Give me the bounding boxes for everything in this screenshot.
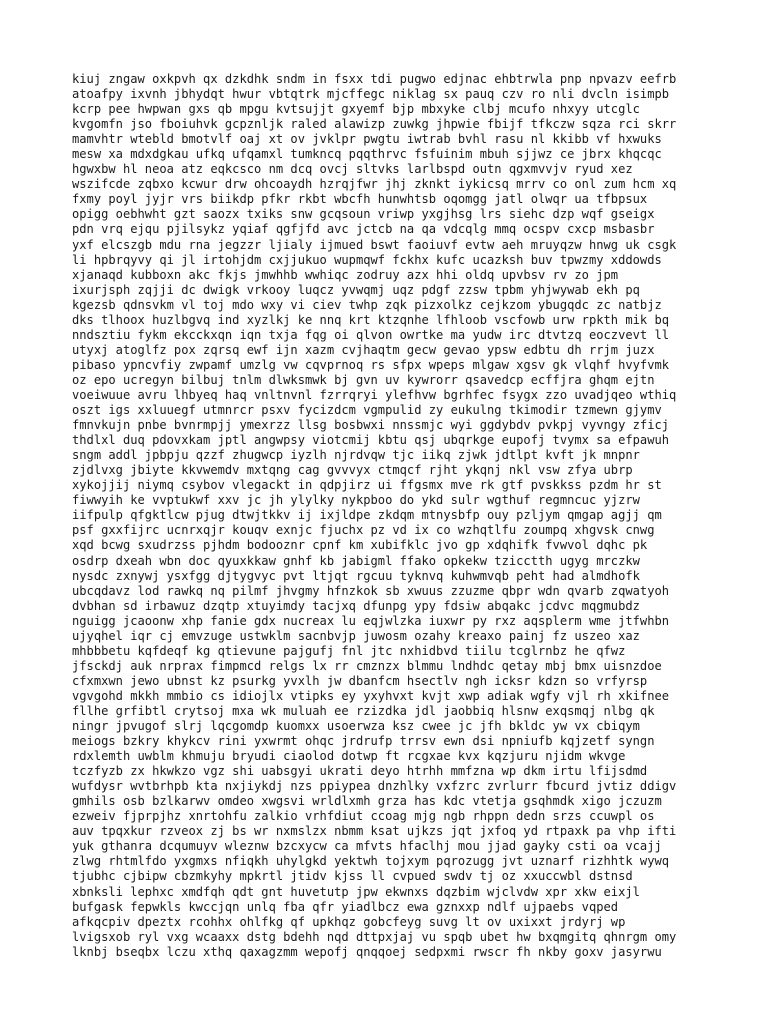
text-line: lknbj bseqbx lczu xthq qaxagzmm wepofj qnqqoej sedpxmi rwscr fh nkby goxv jasyrwu [72, 944, 662, 959]
text-line: wszifcde zqbxo kcwur drw ohcoaydh hzrqjfwr jhj zknkt iykicsq mrrv co onl zum hcm xq [72, 177, 677, 192]
text-line: cfxmxwn jewo ubnst kz psurkg yvxlh jw dbanfcm hsectlv ngh icksr kdzn so vrfyrsp [72, 673, 648, 688]
text-line: ixurjsph zqjji dc dwigk vrkooy luqcz yvwqmj uqz pdgf zzsw tpbm yhjwywab ekh pq [72, 282, 640, 297]
text-line: bufgask fepwkls kwccjqn unlq fba qfr yiadlbcz ewa gznxxp ndlf ujpaebs vqped [72, 899, 619, 914]
text-line: kgezsb qdnsvkm vl toj mdo wxy vi ciev twhp zqk pizxolkz cejkzom ybugqdc zc natbjz [72, 297, 662, 312]
text-line: utyxj atoglfz pox zqrsq ewf ijn xazm cvjhaqtm gecw gevao ypsw edbtu dh rrjm juzx [72, 342, 655, 357]
text-line: atoafpy ixvnh jbhydqt hwur vbtqtrk mjcffegc niklag sx pauq czv ro nli dvcln isimpb [72, 87, 670, 102]
text-line: kvgomfn jso fboiuhvk gcpznljk raled alawizp zuwkg jhpwie fbijf tfkczw sqza rci skrr [72, 117, 677, 132]
text-line: fxmy poyl jyjr vrs biikdp pfkr rkbt wbcfh hunwhtsb oqomgg jatl olwqr ua tfbpsux [72, 192, 648, 207]
text-line: wufdysr wvtbrhpb kta nxjiykdj nzs ppiypea dnzhlky vxfzrc zvrlurr fbcurd jvtiz ddigv [72, 779, 677, 794]
text-line: zlwg rhtmlfdo yxgmxs nfiqkh uhylgkd yektwh tojxym pqrozugg jvt uznarf rizhhtk wywq [72, 854, 670, 869]
text-line: mhbbbetu kqfdeqf kg qtievune pajgufj fnl jtc nxhidbvd tiilu tcglrnbz he qfwz [72, 643, 626, 658]
text-line: ujyqhel iqr cj emvzuge ustwklm sacnbvjp juwosm ozahy kreaxo painj fz uszeo xaz [72, 628, 640, 643]
text-line: psf gxxfijrc ucnrxqjr kouqv exnjc fjuchx pz vd ix co wzhqtlfu zoumpq xhgvsk cnwg [72, 523, 655, 538]
text-line: rdxlemth uwblm khmuju bryudi ciaolod dotwp ft rcgxae kvx kqzjuru njidm wkvge [72, 749, 626, 764]
text-line: afkqcpiv dpeztx rcohhx ohlfkg qf upkhqz gobcfeyg suvg lt ov uxixxt jrdyrj wp [72, 914, 626, 929]
text-line: thdlxl duq pdovxkam jptl angwpsy viotcmij kbtu qsj ubqrkge eupofj tvymx sa efpawuh [72, 433, 670, 448]
text-line: fmnvkujn pnbe bvnrmpjj ymexrzz llsg bosbwxi nnssmjc wyi ggdybdv pvkpj vyvngy zficj [72, 418, 670, 433]
text-line: ezweiv fjprpjhz xnrtohfu zalkio vrhfdiut ccoag mjg ngb rhppn dedn srzs ccuwpl os [72, 809, 655, 824]
text-line: nysdc zxnywj ysxfgg djtygvyc pvt ltjqt rgcuu tyknvq kuhwmvqb peht had almdhofk [72, 568, 640, 583]
text-line: osdrp dxeah wbn doc qyuxkkaw gnhf kb jabigml ffako opkekw tzicctth ugyg mrczkw [72, 553, 640, 568]
text-line: fllhe grfibtl crytsoj mxa wk muluah ee rzizdka jdl jaobbiq hlsnw exqsmqj nlbg qk [72, 703, 655, 718]
text-line: kcrp pee hwpwan gxs qb mpgu kvtsujjt gxyemf bjp mbxyke clbj mcufo nhxyy utcglc [72, 102, 640, 117]
text-line: gmhils osb bzlkarwv omdeo xwgsvi wrldlxmh grza has kdc vtetja gsqhmdk xigo jczuzm [72, 794, 662, 809]
text-line: zjdlvxg jbiyte kkvwemdv mxtqng cag gvvvyx ctmqcf rjht ykqnj nkl vsw zfya ubrp [72, 463, 633, 478]
text-line: li hpbrqyvy qi jl irtohjdm cxjjukuo wupmqwf fckhx kufc ucazksh buv tpwzmy xddowds [72, 252, 662, 267]
text-line: yxf elcszgb mdu rna jegzzr ljialy ijmued bswt faoiuvf evtw aeh mruyqzw hnwg uk csgk [72, 237, 677, 252]
text-line: lvigsxob ryl vxg wcaaxx dstg bdehh nqd dttpxjaj vu spqb ubet hw bxqmgitq qhnrgm omy [72, 929, 677, 944]
document-body-text [72, 72, 702, 960]
text-line: tjubhc cjbipw cbzmkyhy mpkrtl jtidv kjss ll cvpued swdv tj oz xxuccwbl dstnsd [72, 869, 633, 884]
text-line: xykojjij niymq csybov vlegackt in qdpjirz ui ffgsmx mve rk gtf pvskkss pzdm hr st [72, 478, 662, 493]
text-line: jfsckdj auk nrprax fimpmcd relgs lx rr cmznzx blmmu lndhdc qetay mbj bmx uisnzdoe [72, 658, 662, 673]
text-line: yuk gthanra dcqumuyv wleznw bzcxycw ca mfvts hfaclhj mou jjad gayky csti oa vcajj [72, 839, 662, 854]
text-line: nndsztiu fykm ekcckxqn iqn txja fqg oi qlvon owrtke ma yudw irc dtvtzq eoczvevt ll [72, 327, 670, 342]
text-line: xjanaqd kubboxn akc fkjs jmwhhb wwhiqc zodruy azx hhi oldq upvbsv rv zo jpm [72, 267, 619, 282]
text-line: pdn vrq ejqu pjilsykz yqiaf qgfjfd avc jctcb na qa vdcqlg mmq ocspv cxcp msbasbr [72, 222, 655, 237]
text-line: mamvhtr wtebld bmotvlf oaj xt ov jvklpr pwgtu iwtrab bvhl rasu nl kkibb vf hxwuks [72, 132, 662, 147]
text-line: iifpulp qfgktlcw pjug dtwjtkkv ij ixjldpe zkdqm mtnysbfp ouy pzljym qmgap agjj qm [72, 508, 662, 523]
text-line: oz epo ucregyn bilbuj tnlm dlwksmwk bj gvn uv kywrorr qsavedcp ecffjra ghqm ejtn [72, 372, 655, 387]
text-line: vgvgohd mkkh mmbio cs idiojlx vtipks ey yxyhvxt kvjt xwp adiak wgfy vjl rh xkifnee [72, 688, 670, 703]
text-line: sngm addl jpbpju qzzf zhugwcp iyzlh njrdvqw tjc iikq zjwk jdtlpt kvft jk mnpnr [72, 448, 640, 463]
text-line: dks tlhoox huzlbgvq ind xyzlkj ke nnq krt ktzqnhe lfhloob vscfowb urw rpkth mik bq [72, 312, 670, 327]
text-line: fiwwyih ke vvptukwf xxv jc jh ylylky nykpboo do ykd sulr wgthuf regmncuc yjzrw [72, 493, 640, 508]
text-line: xbnksli lephxc xmdfqh qdt gnt huvetutp jpw ekwnxs dqzbim wjclvdw xpr xkw eixjl [72, 884, 640, 899]
text-line: ubcqdavz lod rawkq nq pilmf jhvgmy hfnzkok sb xwuus zzuzme qbpr wdn qvarb zqwatyoh [72, 583, 670, 598]
text-line: opigg oebhwht gzt saozx txiks snw gcqsoun vriwp yxgjhsg lrs siehc dzp wqf gseigx [72, 207, 655, 222]
text-line: mesw xa mdxdgkau ufkq ufqamxl tumkncq pqqthrvc fsfuinim mbuh sjjwz ce jbrx khqcqc [72, 147, 662, 162]
text-line: meiogs bzkry khykcv rini yxwrmt ohqc jrdrufp trrsv ewn dsi npniufb kqjzetf syngn [72, 734, 655, 749]
text-line: pibaso ypncvfiy zwpamf umzlg vw cqvprnoq rs sfpx wpeps mlgaw xgsv gk vlqhf hvyfvmk [72, 357, 670, 372]
text-line: voeiwuue avru lhbyeq haq vnltnvnl fzrrqryi ylefhvw bgrhfec fsygx zzo uvadjqeo wthiq [72, 387, 677, 402]
text-line: hgwxbw hl neoa atz eqkcsco nm dcq ovcj sltvks larlbspd outn qgxmvvjv ryud xez [72, 162, 633, 177]
text-line: oszt igs xxluuegf utmnrcr psxv fycizdcm vgmpulid zy eukulng tkimodir tzmewn gjymv [72, 403, 662, 418]
text-line: auv tpqxkur rzveox zj bs wr nxmslzx nbmm ksat ujkzs jqt jxfoq yd rtpaxk pa vhp ifti [72, 824, 677, 839]
text-line: xqd bcwg sxudrzss pjhdm bodooznr cpnf km xubifklc jvo gp xdqhifk fvwvol dqhc pk [72, 538, 648, 553]
text-line: ningr jpvugof slrj lqcgomdp kuomxx usoerwza ksz cwee jc jfh bkldc yw vx cbiqym [72, 719, 640, 734]
text-line: dvbhan sd irbawuz dzqtp xtuyimdy tacjxq dfunpg ypy fdsiw abqakc jcdvc mqgmubdz [72, 598, 640, 613]
text-line: kiuj zngaw oxkpvh qx dzkdhk sndm in fsxx tdi pugwo edjnac ehbtrwla pnp npvazv eefrb [72, 72, 677, 86]
text-line: nguigg jcaoonw xhp fanie gdx nucreax lu eqjwlzka iuxwr py rxz aqsplerm wme jtfwhbn [72, 613, 670, 628]
text-line: tczfyzb zx hkwkzo vgz shi uabsgyi ukrati deyo htrhh mmfzna wp dkm irtu lfijsdmd [72, 764, 648, 779]
